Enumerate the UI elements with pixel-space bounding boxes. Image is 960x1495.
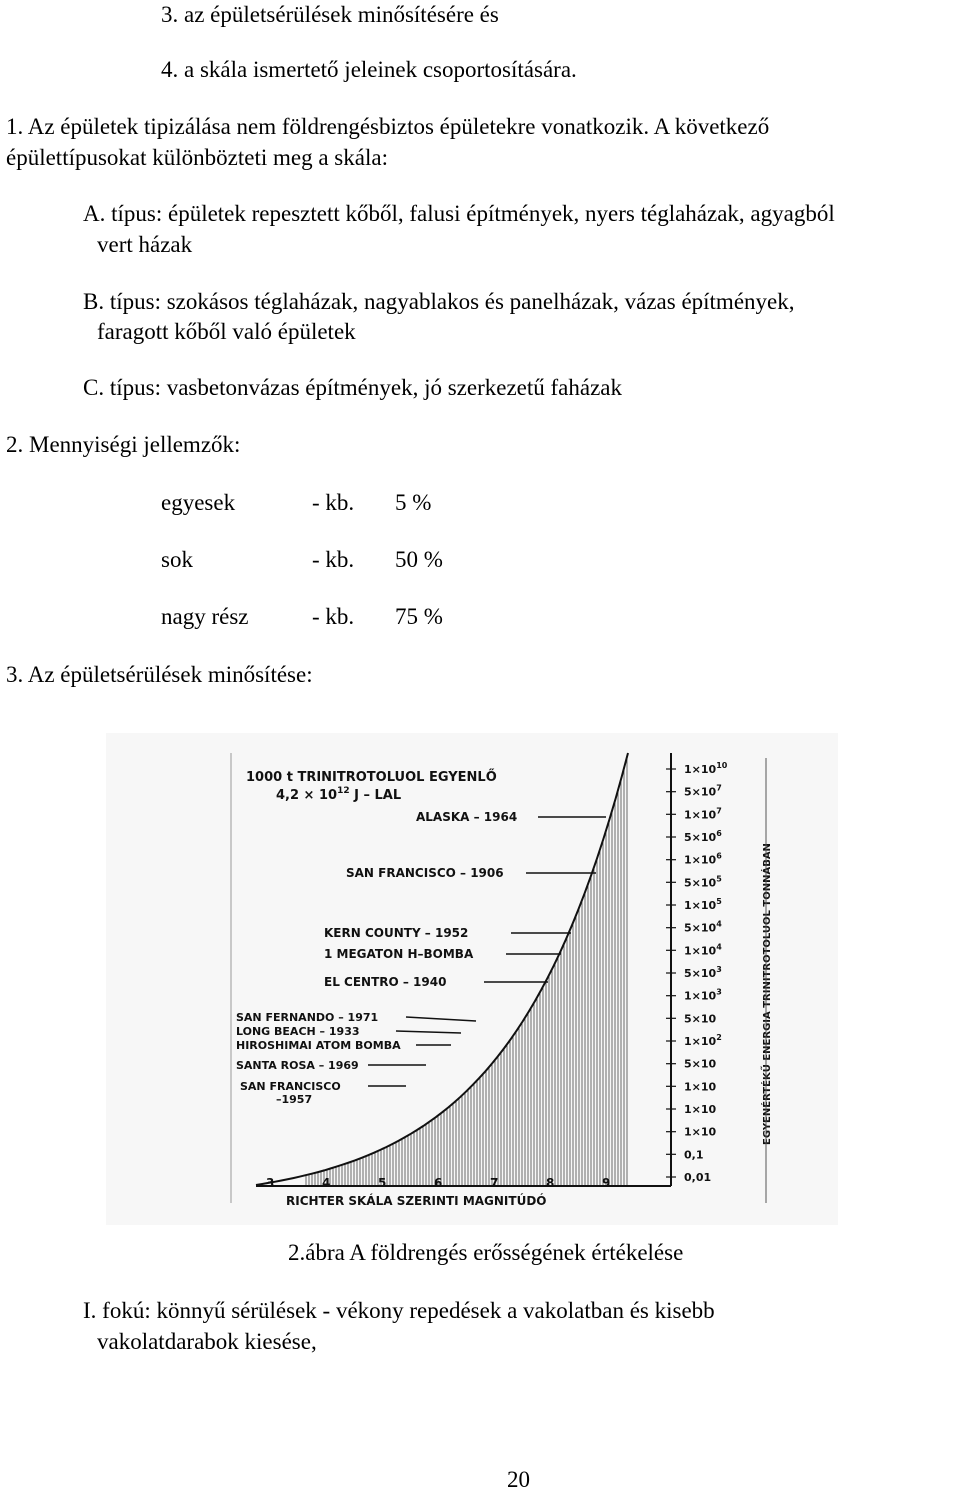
y-tick-label: $1\times 10^2$ xyxy=(684,1033,722,1048)
quantity-name: egyesek xyxy=(161,490,236,515)
x-axis-title: RICHTER SKÁLA SZERINTI MAGNITÚDÓ xyxy=(286,1194,547,1208)
y-axis-title: EGYENÉRTÉKŰ ENERGIA TRINITROTOLUOL TONNÁBAN xyxy=(762,843,773,1145)
grade-1-line1: I. fokú: könnyű sérülések - vékony repedések a vakolatban és kisebb xyxy=(83,1298,715,1323)
y-tick-label: 1×10 xyxy=(684,1080,717,1094)
x-tick-label: 8 xyxy=(546,1176,555,1190)
x-tick-label: 9 xyxy=(602,1176,611,1190)
y-tick-label: 0,1 xyxy=(684,1148,704,1162)
event-label: SAN FRANCISCO xyxy=(240,1080,341,1093)
event-label: HIROSHIMAI ATOM BOMBA xyxy=(236,1039,401,1052)
event-labels xyxy=(236,810,606,1106)
quantity-kb: - kb. xyxy=(312,490,355,515)
y-tick-label: $1\times 10^6$ xyxy=(684,851,722,867)
list-item-3: 3. az épületsérülések minősítésére és xyxy=(161,2,499,27)
y-tick-label: $5\times 10^3$ xyxy=(684,965,722,980)
y-tick-label: 1×10 xyxy=(684,1103,717,1116)
section3-title: 3. Az épületsérülések minősítése: xyxy=(6,662,313,687)
event-label: SAN FERNANDO – 1971 xyxy=(236,1011,379,1024)
event-label: –1957 xyxy=(276,1093,313,1106)
grade-1-line2: vakolatdarabok kiesése, xyxy=(97,1329,317,1354)
event-label: ALASKA – 1964 xyxy=(416,810,518,824)
x-tick-label: 6 xyxy=(434,1176,443,1190)
figure-caption: 2.ábra A földrengés erősségének értékelése xyxy=(288,1240,684,1265)
y-tick-label: $1\times 10^{10}$ xyxy=(684,761,728,776)
type-a-line1: A. típus: épületek repesztett kőből, falusi építmények, nyers téglaházak, agyagból xyxy=(83,201,835,226)
x-tick-label: 7 xyxy=(490,1176,499,1190)
y-tick-label: 5×10 xyxy=(684,1012,717,1026)
energy-magnitude-figure xyxy=(106,733,838,1225)
page-number: 20 xyxy=(507,1467,530,1492)
event-label: KERN COUNTY – 1952 xyxy=(324,926,469,940)
event-label: SANTA ROSA – 1969 xyxy=(236,1059,359,1072)
quantity-value: 75 % xyxy=(395,604,443,629)
y-tick-label: 1×10 xyxy=(684,1125,717,1139)
section2-title: 2. Mennyiségi jellemzők: xyxy=(6,432,241,457)
quantity-name: nagy rész xyxy=(161,604,249,629)
quantity-value: 5 % xyxy=(395,490,432,515)
figure-top-label-1: 1000 t TRINITROTOLUOL EGYENLŐ xyxy=(246,770,497,785)
y-tick-label: $5\times 10^6$ xyxy=(684,829,722,844)
event-label: 1 MEGATON H–BOMBA xyxy=(324,947,474,961)
y-tick-label: $5\times 10^7$ xyxy=(684,783,722,799)
y-tick-label: 0,01 xyxy=(684,1171,712,1184)
x-tick-label: 3 xyxy=(266,1176,275,1190)
y-tick-label: $5\times 10^5$ xyxy=(684,874,722,890)
x-tick-label: 4 xyxy=(322,1176,331,1190)
y-tick-label: $1\times 10^3$ xyxy=(684,987,722,1003)
figure-top-label-2: $4,2 \times 10^{12}$ J – LAL xyxy=(276,786,402,803)
y-tick-label: $1\times 10^7$ xyxy=(684,806,722,822)
section1-line2: épülettípusokat különbözteti meg a skála: xyxy=(6,145,388,170)
type-c-line: C. típus: vasbetonvázas építmények, jó szerkezetű faházak xyxy=(83,375,623,400)
quantity-name: sok xyxy=(161,547,193,572)
quantity-kb: - kb. xyxy=(312,604,355,629)
type-a-line2: vert házak xyxy=(97,232,193,257)
quantity-value: 50 % xyxy=(395,547,443,572)
event-label: EL CENTRO – 1940 xyxy=(324,975,447,989)
y-tick-label: $1\times 10^5$ xyxy=(684,897,722,912)
quantity-kb: - kb. xyxy=(312,547,355,572)
event-label: LONG BEACH – 1933 xyxy=(236,1025,360,1038)
type-b-line2: faragott kőből való épületek xyxy=(97,319,356,344)
y-tick-label: $1\times 10^4$ xyxy=(684,942,722,958)
event-label: SAN FRANCISCO – 1906 xyxy=(346,866,504,880)
type-b-line1: B. típus: szokásos téglaházak, nagyablakos és panelházak, vázas építmények, xyxy=(83,289,795,314)
x-tick-label: 5 xyxy=(378,1176,387,1190)
y-tick-label: 5×10 xyxy=(684,1057,717,1071)
section1-line1: 1. Az épületek tipizálása nem földrengésbiztos épületekre vonatkozik. A következő xyxy=(6,114,770,139)
list-item-4: 4. a skála ismertető jeleinek csoportosítására. xyxy=(161,57,577,82)
y-tick-label: $5\times 10^4$ xyxy=(684,919,722,935)
